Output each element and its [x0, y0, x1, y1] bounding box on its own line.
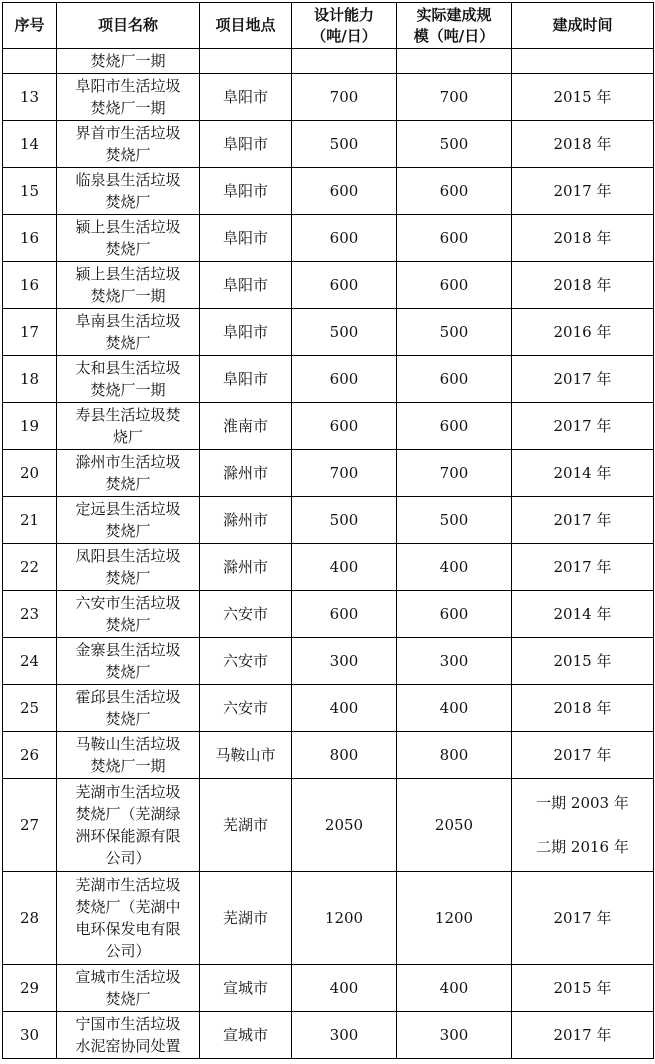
cell-no: 21 — [3, 497, 57, 544]
cell-time-line: 2017 年 — [553, 370, 612, 388]
cell-design: 400 — [292, 965, 397, 1012]
cell-no: 28 — [3, 872, 57, 965]
cell-actual: 800 — [397, 732, 512, 779]
cell-name-line: 滁州市生活垃圾 — [75, 453, 181, 471]
cell-time — [512, 732, 654, 779]
cell-name-line: 马鞍山生活垃圾 — [75, 735, 181, 753]
cell-time — [512, 262, 654, 309]
cell-location: 阜阳市 — [200, 121, 292, 168]
cell-actual: 600 — [397, 356, 512, 403]
cell-name-line: 金寨县生活垃圾 — [75, 641, 181, 659]
cell-time — [512, 309, 654, 356]
cell-actual: 600 — [397, 168, 512, 215]
cell-name — [57, 779, 200, 872]
cell-time-line: 2017 年 — [553, 746, 612, 764]
table-row — [3, 168, 654, 215]
cell-name-line: 焚烧厂（芜湖绿 — [75, 805, 181, 823]
cell-design: 600 — [292, 403, 397, 450]
cell-name-line: 洲环保能源有限 — [75, 827, 181, 845]
cell-name-line: 焚烧厂一期 — [90, 381, 166, 399]
cell-name — [57, 872, 200, 965]
cell-design: 600 — [292, 215, 397, 262]
cell-location: 宣城市 — [200, 965, 292, 1012]
cell-time-line: 2017 年 — [553, 182, 612, 200]
cell-time — [512, 49, 654, 74]
cell-design: 400 — [292, 544, 397, 591]
cell-no: 24 — [3, 638, 57, 685]
cell-no: 25 — [3, 685, 57, 732]
cell-name-line: 公司） — [105, 849, 151, 867]
cell-time-line: 2017 年 — [553, 558, 612, 576]
cell-name — [57, 356, 200, 403]
cell-time — [512, 872, 654, 965]
cell-actual: 400 — [397, 544, 512, 591]
cell-name — [57, 215, 200, 262]
cell-name — [57, 450, 200, 497]
header-design-line: 设计能力 — [313, 5, 374, 24]
cell-actual: 400 — [397, 685, 512, 732]
cell-time — [512, 591, 654, 638]
cell-location: 阜阳市 — [200, 262, 292, 309]
cell-name-line: 焚烧厂一期 — [90, 757, 166, 775]
cell-design: 600 — [292, 591, 397, 638]
cell-name-line: 颍上县生活垃圾 — [75, 218, 181, 236]
cell-location: 六安市 — [200, 685, 292, 732]
cell-time-line: 2015 年 — [553, 652, 612, 670]
cell-time-line: 2018 年 — [553, 229, 612, 247]
cell-name — [57, 732, 200, 779]
cell-name: 焚烧厂一期 — [57, 49, 200, 74]
cell-name-line: 焚烧厂一期 — [90, 287, 166, 305]
cell-name-line: 焚烧厂 — [105, 475, 151, 493]
cell-no: 17 — [3, 309, 57, 356]
cell-design: 500 — [292, 309, 397, 356]
cell-no: 14 — [3, 121, 57, 168]
table-row — [3, 450, 654, 497]
cell-time-line: 2014 年 — [553, 605, 612, 623]
cell-name — [57, 121, 200, 168]
cell-time — [512, 965, 654, 1012]
cell-design: 500 — [292, 497, 397, 544]
cell-location: 淮南市 — [200, 403, 292, 450]
cell-time-line: 一期 2003 年 — [536, 794, 629, 812]
continuation-row — [3, 49, 654, 74]
cell-location: 阜阳市 — [200, 168, 292, 215]
cell-location: 芜湖市 — [200, 872, 292, 965]
cell-actual: 500 — [397, 497, 512, 544]
cell-time-line: 2014 年 — [553, 464, 612, 482]
cell-name-line: 水泥窑协同处置 — [75, 1037, 181, 1055]
cell-design: 300 — [292, 638, 397, 685]
header-build-time: 建成时间 — [512, 3, 654, 49]
table-row — [3, 638, 654, 685]
cell-time-line: 2017 年 — [553, 511, 612, 529]
cell-name-line: 焚烧厂 — [105, 990, 151, 1008]
table-row — [3, 262, 654, 309]
cell-name — [57, 497, 200, 544]
cell-name-line: 公司） — [105, 942, 151, 960]
cell-design: 400 — [292, 685, 397, 732]
cell-name — [57, 74, 200, 121]
cell-name-line: 电环保发电有限 — [75, 920, 181, 938]
cell-time-gap — [514, 814, 651, 836]
cell-actual: 600 — [397, 215, 512, 262]
cell-name-line: 阜阳市生活垃圾 — [75, 77, 181, 95]
cell-time — [512, 215, 654, 262]
cell-actual: 300 — [397, 638, 512, 685]
table-row — [3, 872, 654, 965]
cell-name-line: 焚烧厂 — [105, 240, 151, 258]
cell-design: 300 — [292, 1012, 397, 1059]
cell-time-line: 二期 2016 年 — [536, 838, 629, 856]
cell-name-line: 宁国市生活垃圾 — [75, 1015, 181, 1033]
cell-name — [57, 591, 200, 638]
cell-time-line: 2018 年 — [553, 699, 612, 717]
cell-time — [512, 450, 654, 497]
cell-name-line: 焚烧厂（芜湖中 — [75, 898, 181, 916]
cell-actual: 700 — [397, 74, 512, 121]
cell-time-line: 2015 年 — [553, 88, 612, 106]
cell-time — [512, 356, 654, 403]
cell-time — [512, 544, 654, 591]
cell-design: 600 — [292, 262, 397, 309]
cell-no: 13 — [3, 74, 57, 121]
cell-no: 26 — [3, 732, 57, 779]
cell-name-line: 芜湖市生活垃圾 — [75, 876, 181, 894]
table-row — [3, 965, 654, 1012]
table-row — [3, 74, 654, 121]
cell-design — [292, 49, 397, 74]
cell-no: 30 — [3, 1012, 57, 1059]
cell-time — [512, 403, 654, 450]
table-row — [3, 309, 654, 356]
cell-name-line: 定远县生活垃圾 — [75, 500, 181, 518]
cell-time — [512, 121, 654, 168]
cell-name-line: 颍上县生活垃圾 — [75, 265, 181, 283]
header-design-capacity — [292, 3, 397, 49]
incinerator-table — [2, 2, 654, 1059]
cell-actual: 300 — [397, 1012, 512, 1059]
cell-name — [57, 262, 200, 309]
cell-name — [57, 638, 200, 685]
table-row — [3, 779, 654, 872]
cell-design: 600 — [292, 168, 397, 215]
table-row — [3, 544, 654, 591]
cell-name — [57, 685, 200, 732]
table-row — [3, 403, 654, 450]
cell-name — [57, 168, 200, 215]
cell-location: 六安市 — [200, 638, 292, 685]
table-body — [3, 49, 654, 1059]
cell-time-line: 2015 年 — [553, 979, 612, 997]
header-name: 项目名称 — [57, 3, 200, 49]
cell-name-line: 焚烧厂 — [105, 522, 151, 540]
cell-location: 阜阳市 — [200, 215, 292, 262]
cell-time-line: 2017 年 — [553, 909, 612, 927]
cell-time-line: 2017 年 — [553, 417, 612, 435]
cell-location: 滁州市 — [200, 544, 292, 591]
cell-location: 芜湖市 — [200, 779, 292, 872]
cell-name-line: 六安市生活垃圾 — [75, 594, 181, 612]
table-row — [3, 685, 654, 732]
cell-name-line: 寿县生活垃圾焚 — [75, 406, 181, 424]
table-row — [3, 732, 654, 779]
cell-design: 500 — [292, 121, 397, 168]
header-location: 项目地点 — [200, 3, 292, 49]
header-design-line: （吨/日） — [311, 26, 377, 45]
cell-name-line: 焚烧厂 — [105, 710, 151, 728]
cell-design: 800 — [292, 732, 397, 779]
table-row — [3, 356, 654, 403]
cell-name-line: 宣城市生活垃圾 — [75, 968, 181, 986]
cell-location: 阜阳市 — [200, 74, 292, 121]
header-row — [3, 3, 654, 49]
cell-location: 滁州市 — [200, 497, 292, 544]
cell-name-line: 焚烧厂 — [105, 193, 151, 211]
cell-design: 700 — [292, 74, 397, 121]
cell-location: 六安市 — [200, 591, 292, 638]
cell-time — [512, 1012, 654, 1059]
table-row — [3, 1012, 654, 1059]
cell-actual: 600 — [397, 262, 512, 309]
cell-no: 19 — [3, 403, 57, 450]
cell-time — [512, 168, 654, 215]
header-actual-line: 实际建成规 — [416, 5, 492, 24]
cell-time — [512, 497, 654, 544]
cell-no: 16 — [3, 215, 57, 262]
cell-name-line: 烧厂 — [112, 428, 143, 446]
cell-name — [57, 1012, 200, 1059]
table-row — [3, 591, 654, 638]
cell-design: 1200 — [292, 872, 397, 965]
cell-no — [3, 49, 57, 74]
cell-time — [512, 779, 654, 872]
cell-time-line: 2018 年 — [553, 135, 612, 153]
cell-time — [512, 74, 654, 121]
cell-name-line: 焚烧厂 — [105, 663, 151, 681]
cell-name-line: 焚烧厂 — [105, 616, 151, 634]
cell-actual: 400 — [397, 965, 512, 1012]
table-row — [3, 121, 654, 168]
cell-location: 滁州市 — [200, 450, 292, 497]
cell-time-line: 2016 年 — [553, 323, 612, 341]
cell-name — [57, 309, 200, 356]
cell-time — [512, 638, 654, 685]
cell-design: 700 — [292, 450, 397, 497]
table-row — [3, 215, 654, 262]
cell-name-line: 临泉县生活垃圾 — [75, 171, 181, 189]
cell-name-line: 界首市生活垃圾 — [75, 124, 181, 142]
cell-name-line: 焚烧厂 — [105, 334, 151, 352]
header-actual-scale — [397, 3, 512, 49]
cell-actual: 500 — [397, 121, 512, 168]
cell-name-line: 太和县生活垃圾 — [75, 359, 181, 377]
cell-actual — [397, 49, 512, 74]
cell-actual: 600 — [397, 591, 512, 638]
cell-location: 马鞍山市 — [200, 732, 292, 779]
cell-time-line: 2017 年 — [553, 1026, 612, 1044]
cell-name-line: 焚烧厂一期 — [90, 99, 166, 117]
cell-no: 15 — [3, 168, 57, 215]
cell-time-line: 2018 年 — [553, 276, 612, 294]
cell-actual: 600 — [397, 403, 512, 450]
cell-no: 22 — [3, 544, 57, 591]
header-actual-line: 模（吨/日） — [413, 26, 495, 45]
cell-location: 阜阳市 — [200, 309, 292, 356]
cell-time — [512, 685, 654, 732]
cell-no: 20 — [3, 450, 57, 497]
cell-no: 16 — [3, 262, 57, 309]
cell-name-line: 芜湖市生活垃圾 — [75, 783, 181, 801]
cell-location — [200, 49, 292, 74]
cell-name — [57, 403, 200, 450]
cell-location: 阜阳市 — [200, 356, 292, 403]
cell-design: 600 — [292, 356, 397, 403]
cell-actual: 500 — [397, 309, 512, 356]
cell-name-line: 凤阳县生活垃圾 — [75, 547, 181, 565]
cell-name-line: 阜南县生活垃圾 — [75, 312, 181, 330]
cell-name-line: 霍邱县生活垃圾 — [75, 688, 181, 706]
cell-name-line: 焚烧厂 — [105, 569, 151, 587]
cell-no: 23 — [3, 591, 57, 638]
cell-name — [57, 965, 200, 1012]
cell-actual: 1200 — [397, 872, 512, 965]
cell-location: 宣城市 — [200, 1012, 292, 1059]
cell-design: 2050 — [292, 779, 397, 872]
cell-actual: 700 — [397, 450, 512, 497]
cell-name-line: 焚烧厂 — [105, 146, 151, 164]
table-row — [3, 497, 654, 544]
header-no: 序号 — [3, 3, 57, 49]
cell-no: 29 — [3, 965, 57, 1012]
cell-no: 18 — [3, 356, 57, 403]
cell-name — [57, 544, 200, 591]
cell-actual: 2050 — [397, 779, 512, 872]
cell-no: 27 — [3, 779, 57, 872]
